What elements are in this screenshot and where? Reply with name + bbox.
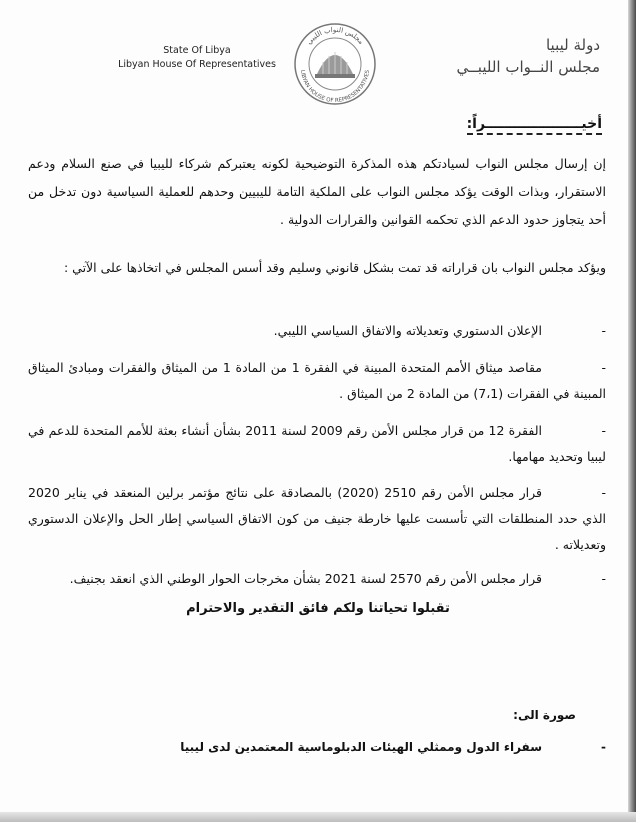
list-dash: - <box>601 485 606 500</box>
paragraph-1: إن إرسال مجلس النواب لسيادتكم هذه المذكرة التوضيحية لكونه يعتبركم شركاء لليبيا في صنع السلام ودعم الاستقرار، وبذات الوقت يؤكد مجلس النواب على الملكية التامة لليبيين وحدهم للعملية السياسية دون تدخل من أحد يتجاوز حدود الدعم الذي تحكمه القوانين والقرارات الدولية . <box>28 156 606 227</box>
seal-top-text: مجلس النواب الليبي <box>304 25 366 46</box>
list-dash: - <box>601 360 606 375</box>
list-dash: - <box>601 423 606 438</box>
header-en-line1: State Of Libya <box>163 45 231 56</box>
list-dash: - <box>601 571 606 586</box>
copies-title: صورة الى: <box>513 708 576 722</box>
closing-line: تقبلوا تحياتنا ولكم فائق التقدير والاحترام <box>186 601 450 616</box>
header-ar-line1: دولة ليبيا <box>545 36 600 54</box>
list-item <box>28 418 606 470</box>
list-item-text: الإعلان الدستوري وتعديلاته والاتفاق السياسي الليبي. <box>273 323 542 338</box>
list-dash: - <box>601 740 606 754</box>
list-item <box>28 566 606 592</box>
list-item <box>28 318 606 344</box>
paragraph-2: ويؤكد مجلس النواب بان قراراته قد تمت بشكل قانوني وسليم وقد أسس المجلس في اتخاذها على الآتي : <box>63 260 606 275</box>
seal-bottom-text: LIBYAN HOUSE OF REPRESENTATIVES <box>299 69 371 105</box>
header-english <box>112 44 282 72</box>
list-dash: - <box>601 323 606 338</box>
scan-edge-bottom <box>0 812 636 822</box>
list-item-text: قرار مجلس الأمن رقم 2570 لسنة 2021 بشأن مخرجات الحوار الوطني الذي انعقد بجنيف. <box>69 571 542 586</box>
copies-item-text: سفراء الدول وممثلي الهيئات الدبلوماسية المعتمدين لدى ليبيا <box>180 740 542 754</box>
list-item-text: مقاصد ميثاق الأمم المتحدة المبينة في الفقرة 1 من المادة 1 من الميثاق والفقرات ومبادئ الميثاق المبينة في الفقرات (7،1) من المادة 2 من الميثاق . <box>28 360 606 401</box>
header-en-line2: Libyan House Of Representatives <box>118 59 276 70</box>
section-title: أخيــــــــــــــــــــراً: <box>467 116 602 135</box>
header-ar-line2: مجلس النــواب الليبــي <box>456 58 600 76</box>
list-item <box>28 480 606 558</box>
scan-edge-right <box>628 0 636 822</box>
list-item <box>28 355 606 407</box>
list-item-text: قرار مجلس الأمن رقم 2510 (2020) بالمصادقة على نتائج مؤتمر برلين المنعقد في يناير 2020 الذي حدد المنطلقات التي تأسست عليها خارطة جنيف من كون الاتفاق السياسي إطار الحل والإعلان الدستوري وتعديلاته . <box>28 485 606 552</box>
parliament-seal-logo <box>293 22 377 106</box>
copies-item <box>28 740 606 754</box>
list-item-text: الفقرة 12 من قرار مجلس الأمن رقم 2009 لسنة 2011 بشأن أنشاء بعثة للأمم المتحدة للدعم في ليبيا وتحديد مهامها. <box>28 423 606 464</box>
